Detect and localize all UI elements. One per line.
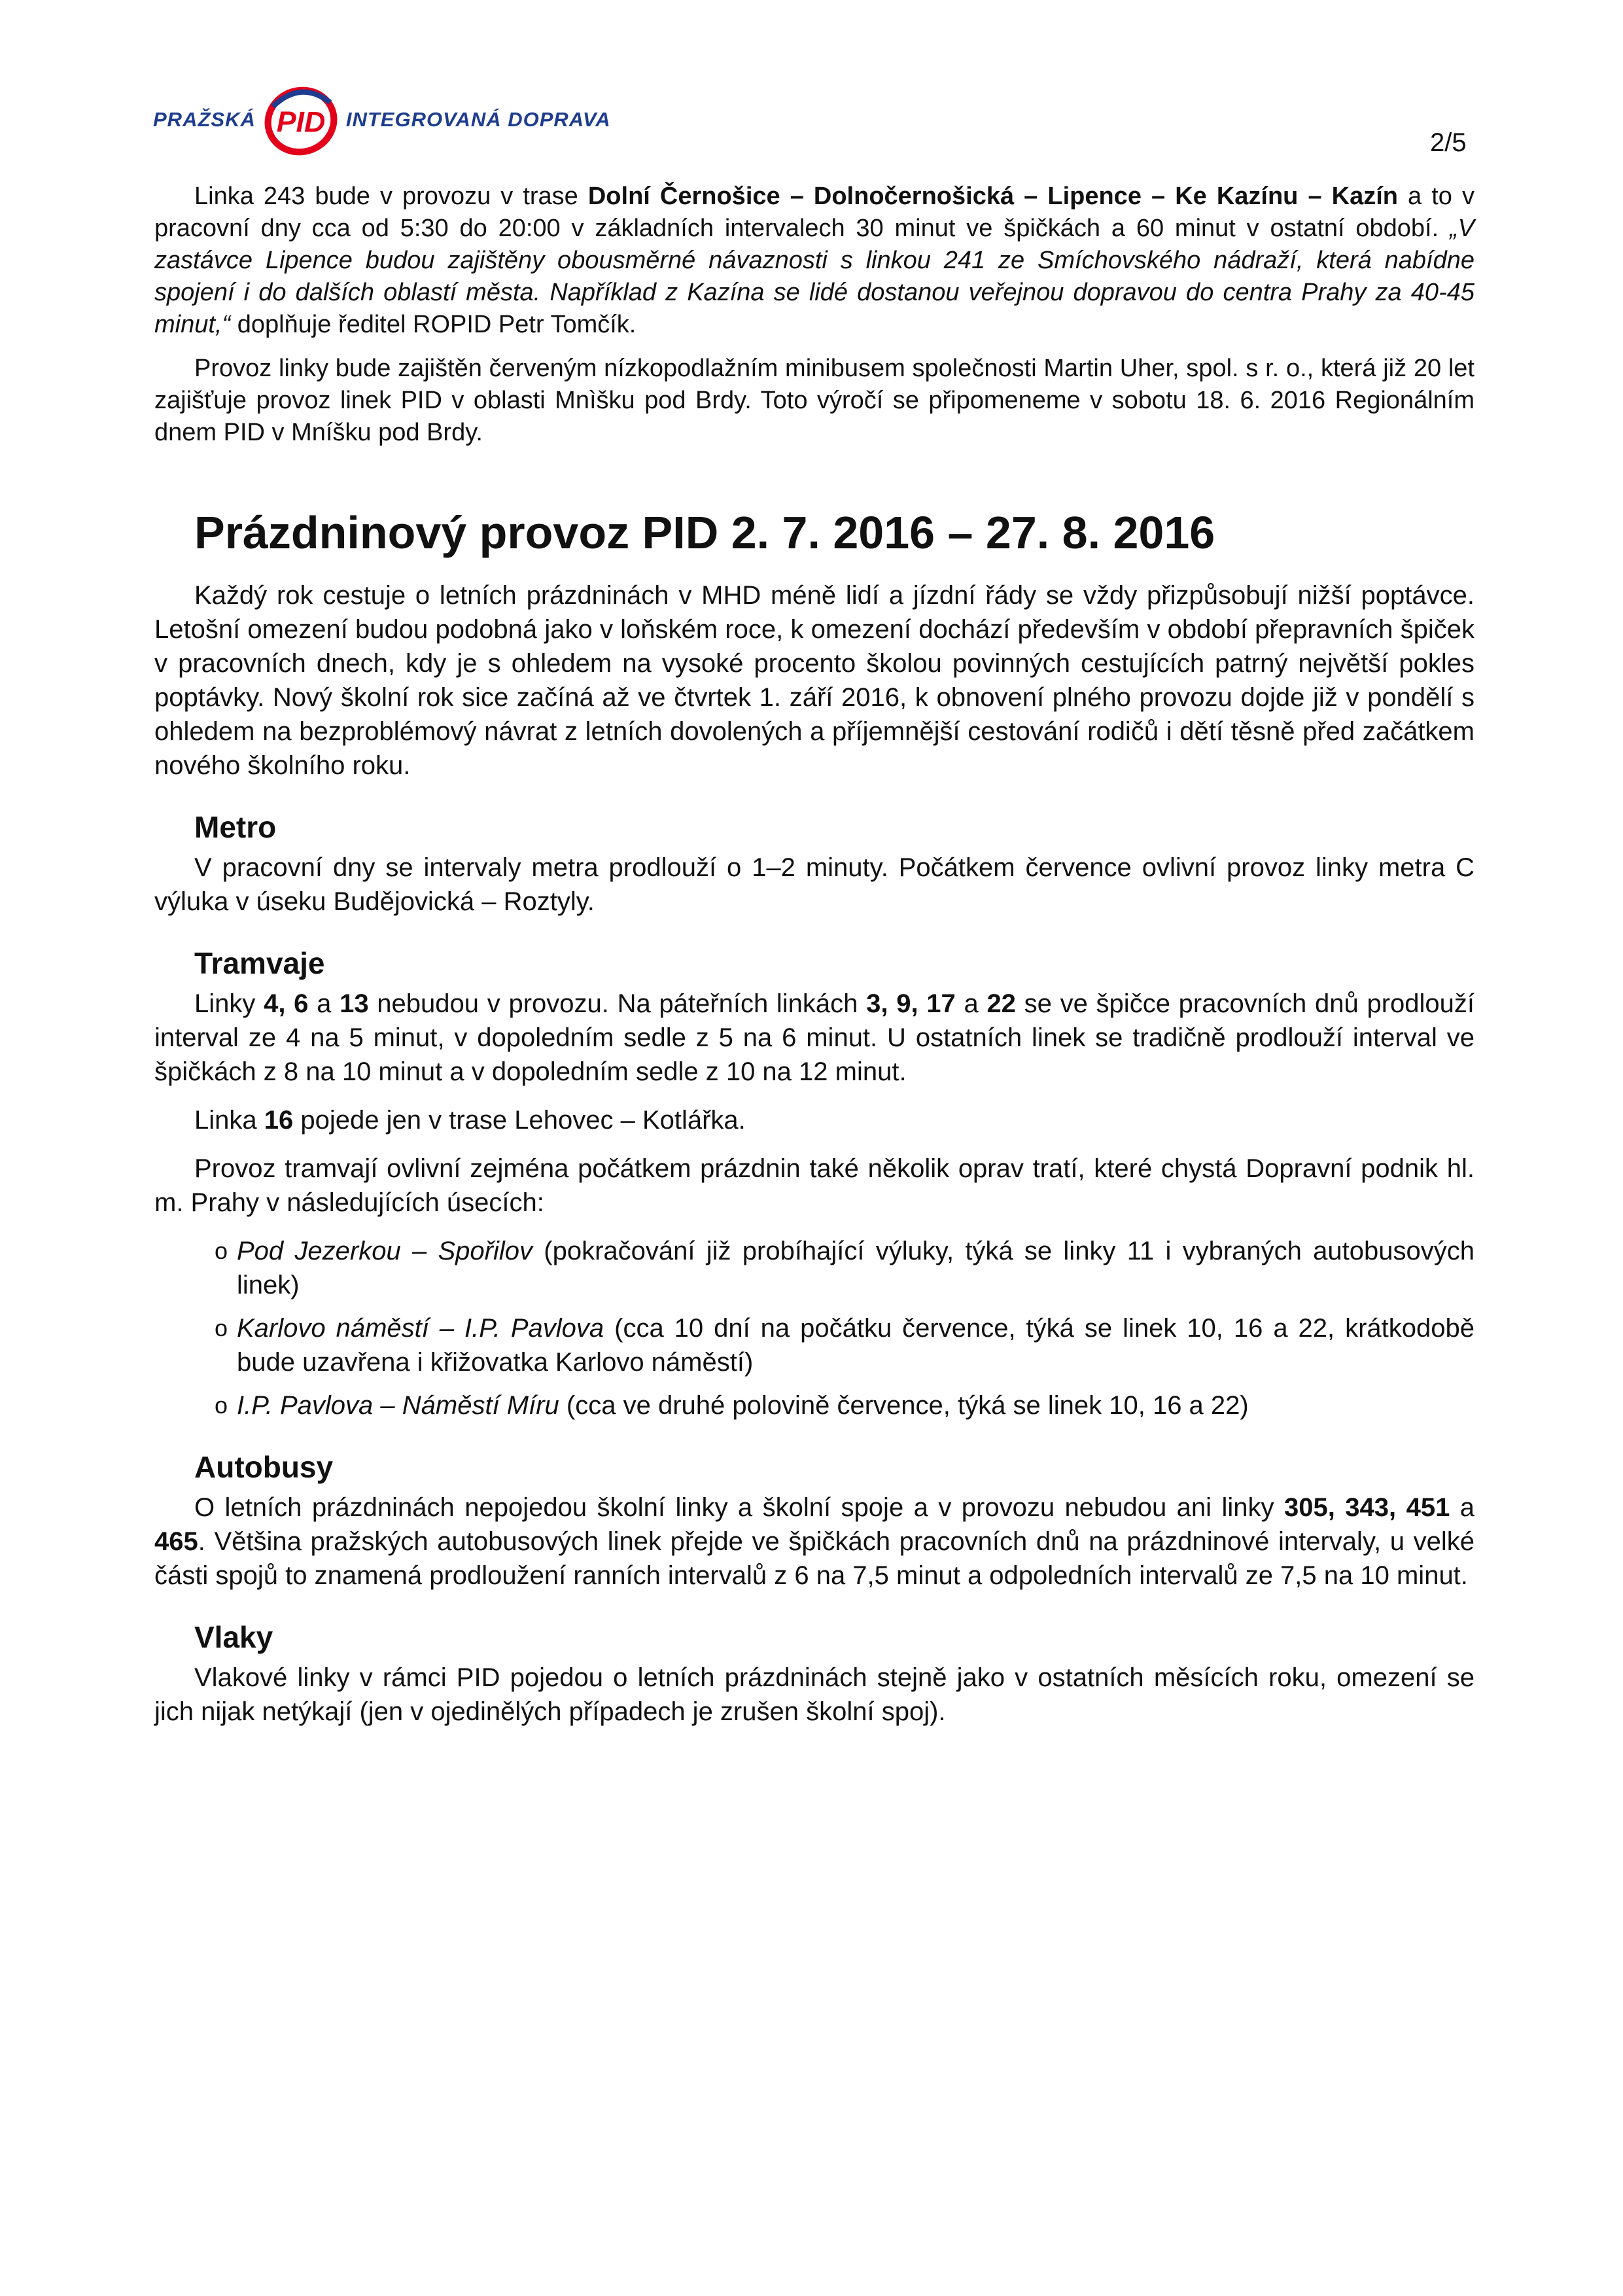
intro-text: Linka 243 bude v provozu v trase [194, 183, 588, 210]
bus-text: O letních prázdninách nepojedou školní linky a školní spoje a v provozu nebudou ani linky [194, 1493, 1284, 1522]
bullet-marker: o [215, 1392, 228, 1419]
heading-tram: Tramvaje [194, 946, 325, 980]
document-body [154, 181, 1475, 1743]
tram-text: a [955, 989, 987, 1018]
closure-note: (pokračování již probíhající výluky, týká se linky 11 i vybraných autobusových linek) [237, 1237, 1475, 1299]
line-numbers: 465 [154, 1527, 198, 1556]
closure-section: I.P. Pavlova – Náměstí Míru [237, 1391, 559, 1420]
list-item [215, 1388, 1475, 1422]
intro-text: doplňuje ředitel ROPID Petr Tomčík. [230, 311, 637, 338]
section-paragraph: Každý rok cestuje o letních prázdninách v MHD méně lidí a jízdní řády se vždy přizpůsobují nižší poptávce. Letošní omezení budou podobná jako v loňském roce, k omezení dochází především v období přepravních špiček v pracovních dnech, kdy je s ohledem na vysoké procento školou povinných cestujících patrný největší pokles poptávky. Nový školní rok sice začíná až ve čtvrtek 1. září 2016, k obnovení plného provozu dojde již v pondělí s ohledem na bezproblémový návrat z letních dovolených a příjemnější cestování rodičů i dětí těsně před začátkem nového školního roku. [154, 581, 1475, 780]
intro-paragraph-2: Provoz linky bude zajištěn červeným nízkopodlažním minibusem společnosti Martin Uher, spol. s r. o., která již 20 let zajišťuje provoz linek PID v oblasti Mnìšku pod Brdy. Toto výročí se připomeneme v sobotu 18. 6. 2016 Regionálním dnem PID v Mníšku pod Brdy. [154, 355, 1475, 446]
bus-paragraph [154, 1491, 1475, 1593]
list-item [215, 1311, 1475, 1379]
route-text: Dolní Černošice – Dolnočernošická – Lipence – Ke Kazínu – Kazín [587, 183, 1398, 210]
pid-logo [153, 77, 624, 162]
quote-text: „V zastávce Lipence budou zajištěny obousměrné návaznosti s linkou 241 ze Smíchovského nádraží, která nabídne spojení i do dalších oblastí města. Například z Kazína se lidé dostanou veřejnou dopravou do centra Prahy za 40-45 minut,“ [154, 215, 1475, 338]
closure-note: (cca ve druhé polovině července, týká se linek 10, 16 a 22) [559, 1391, 1249, 1420]
line-numbers: 16 [264, 1106, 294, 1135]
line-numbers: 13 [340, 989, 369, 1018]
line-numbers: 4, 6 [264, 989, 309, 1018]
logo-text-right: INTEGROVANÁ DOPRAVA [345, 108, 611, 131]
line-numbers: 3, 9, 17 [866, 989, 956, 1018]
logo-mark-text: PID [276, 106, 326, 139]
line-numbers: 22 [986, 989, 1016, 1018]
intro-text: a to v pracovní dny cca od 5:30 do 20:00 v základních intervalech 30 minut ve špičkách a 60 minut v ostatní období. [154, 183, 1475, 242]
train-paragraph: Vlakové linky v rámci PID pojedou o letních prázdninách stejně jako v ostatních měsících roku, omezení se jich nijak netýkají (jen v ojedinělých případech je zrušen školní spoj). [154, 1663, 1475, 1726]
closure-section: Karlovo náměstí – I.P. Pavlova [237, 1314, 604, 1343]
heading-metro: Metro [194, 810, 277, 844]
closure-section: Pod Jezerkou – Spořilov [237, 1237, 532, 1265]
tram-text: Linky [194, 989, 264, 1018]
section-title: Prázdninový provoz PID 2. 7. 2016 – 27. 8. 2016 [194, 507, 1215, 558]
line-numbers: 305, 343, 451 [1283, 1493, 1450, 1522]
bullet-marker: o [215, 1237, 228, 1264]
tram-text: nebudou v provozu. Na páteřních linkách [368, 989, 867, 1018]
intro-paragraph-1 [154, 181, 1475, 341]
heading-bus: Autobusy [194, 1450, 334, 1484]
heading-train: Vlaky [194, 1620, 273, 1654]
bus-text: . Většina pražských autobusových linek přejde ve špičkách pracovních dnů na prázdninové intervaly, u velké části spojů to znamená prodloužení ranních intervalů z 6 na 7,5 minut a odpoledních intervalů ze 7,5 na 10 minut. [154, 1527, 1475, 1590]
metro-paragraph: V pracovní dny se intervaly metra prodlouží o 1–2 minuty. Počátkem července ovlivní provoz linky metra C výluka v úseku Budějovická – Roztyly. [154, 853, 1475, 916]
tram-text: a [308, 989, 340, 1018]
closure-note: (cca 10 dní na počátku července, týká se linek 10, 16 a 22, krátkodobě bude uzavřena i křižovatka Karlovo náměstí) [237, 1314, 1475, 1377]
tram-text: pojede jen v trase Lehovec – Kotlářka. [293, 1106, 746, 1135]
page-number: 2/5 [1430, 128, 1467, 157]
closure-list [154, 1234, 1475, 1422]
list-item [215, 1234, 1475, 1302]
tram-paragraph-3: Provoz tramvají ovlivní zejména počátkem prázdnin také několik oprav tratí, které chystá Dopravní podnik hl. m. Prahy v následujících úsecích: [154, 1154, 1475, 1217]
logo-text-left: PRAŽSKÁ [153, 108, 256, 131]
tram-text: se ve špičce pracovních dnů prodlouží interval ze 4 na 5 minut, v dopoledním sedle z 5 na 6 minut. U ostatních linek se tradičně prodlouží interval ve špičkách z 8 na 10 minut a v dopoledním sedle z 10 na 12 minut. [154, 989, 1475, 1086]
bullet-marker: o [215, 1315, 228, 1341]
tram-text: Linka [194, 1106, 264, 1135]
bus-text: a [1450, 1493, 1475, 1522]
tram-paragraph-1 [154, 987, 1475, 1089]
tram-paragraph-2 [154, 1103, 1475, 1137]
pid-logo-icon [261, 80, 341, 160]
